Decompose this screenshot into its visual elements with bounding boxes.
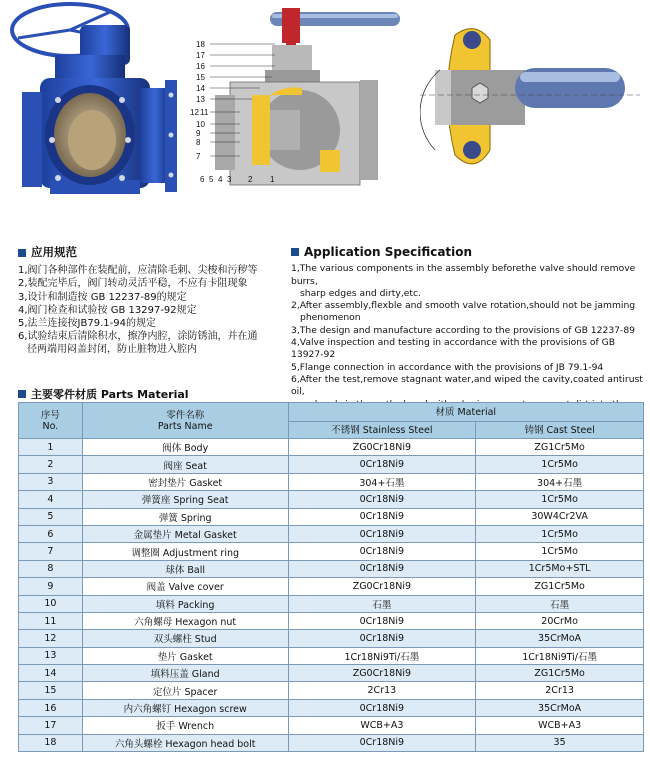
header-name-cn: 零件名称 xyxy=(166,409,205,421)
valve-photo xyxy=(0,0,190,205)
spec-cn-line: 3,设计和制造按 GB 12237-89的规定 xyxy=(18,291,187,303)
cell-cast: 1Cr5Mo xyxy=(476,543,644,560)
cell-stainless: 石墨 xyxy=(288,595,476,612)
cell-name: 扳手 Wrench xyxy=(82,717,288,734)
cell-no: 12 xyxy=(19,630,83,647)
cell-stainless: ZG0Cr18Ni9 xyxy=(288,439,476,456)
bullet-square-icon xyxy=(291,248,299,256)
spec-en-line: 2,After assembly,flexble and smooth valve rotation,should not be jamming xyxy=(291,300,636,312)
spec-en-line: 4,Valve inspection and testing in accordance with the provisions of GB 13927-92 xyxy=(291,337,616,361)
cell-cast: 1Cr5Mo xyxy=(476,525,644,542)
spec-cn-title: 应用规范 xyxy=(31,245,77,259)
cell-no: 3 xyxy=(19,473,83,490)
cell-stainless: 0Cr18Ni9 xyxy=(288,525,476,542)
table-row xyxy=(19,543,644,560)
cell-no: 4 xyxy=(19,491,83,508)
cell-name: 调整圈 Adjustment ring xyxy=(82,543,288,560)
cell-cast: 30W4Cr2VA xyxy=(476,508,644,525)
spec-en-line: 1,The various components in the assembly beforethe valve should remove burrs, xyxy=(291,263,636,287)
cell-name: 金属垫片 Metal Gasket xyxy=(82,525,288,542)
cell-no: 14 xyxy=(19,665,83,682)
cell-cast: 2Cr13 xyxy=(476,682,644,699)
cell-name: 六角螺母 Hexagon nut xyxy=(82,612,288,629)
cell-stainless: 0Cr18Ni9 xyxy=(288,491,476,508)
header-no-en: No. xyxy=(42,420,59,432)
cell-cast: 304+石墨 xyxy=(476,473,644,490)
cell-no: 15 xyxy=(19,682,83,699)
cell-name: 球体 Ball xyxy=(82,560,288,577)
callout-label: 2 xyxy=(248,175,253,184)
spec-cn-line: 4,阀门检查和试验按 GB 13297-92规定 xyxy=(18,304,197,316)
callout-label: 14 xyxy=(196,84,205,93)
table-row xyxy=(19,560,644,577)
table-row xyxy=(19,630,644,647)
table-row xyxy=(19,647,644,664)
callout-label: 11 xyxy=(200,108,209,117)
table-row xyxy=(19,439,644,456)
parts-table xyxy=(18,402,644,752)
cell-name: 阀座 Seat xyxy=(82,456,288,473)
bullet-square-icon xyxy=(18,390,26,398)
callout-label: 17 xyxy=(196,51,205,60)
cell-no: 8 xyxy=(19,560,83,577)
cell-cast: 石墨 xyxy=(476,595,644,612)
cell-cast: 35CrMoA xyxy=(476,630,644,647)
cell-name: 阀体 Body xyxy=(82,439,288,456)
cell-stainless: 0Cr18Ni9 xyxy=(288,508,476,525)
cell-name: 填料 Packing xyxy=(82,595,288,612)
cross-section-diagram xyxy=(190,0,410,195)
table-row xyxy=(19,595,644,612)
callout-label: 12 xyxy=(190,108,199,117)
callout-label: 3 xyxy=(227,175,232,184)
cell-no: 10 xyxy=(19,595,83,612)
spec-en xyxy=(291,246,647,423)
cell-cast: 1Cr18Ni9Ti/石墨 xyxy=(476,647,644,664)
cell-stainless: 0Cr18Ni9 xyxy=(288,612,476,629)
cell-name: 填料压盖 Gland xyxy=(82,665,288,682)
cell-name: 密封垫片 Gasket xyxy=(82,473,288,490)
parts-title: 主要零件材质 Parts Material xyxy=(31,388,189,401)
table-row xyxy=(19,508,644,525)
cell-cast: WCB+A3 xyxy=(476,717,644,734)
cell-stainless: 0Cr18Ni9 xyxy=(288,543,476,560)
cell-cast: 35CrMoA xyxy=(476,699,644,716)
callout-label: 10 xyxy=(196,120,205,129)
table-row xyxy=(19,717,644,734)
spec-en-line: sharp edges and dirty,etc. xyxy=(300,287,421,299)
header-material: 材质 Material xyxy=(288,403,643,422)
table-row xyxy=(19,491,644,508)
spec-cn-line: 6,试验结束后清除积水，擦净内腔，涂防锈油，并在通 xyxy=(18,331,258,343)
table-row xyxy=(19,699,644,716)
cell-cast: ZG1Cr5Mo xyxy=(476,578,644,595)
cell-no: 6 xyxy=(19,525,83,542)
spec-en-title: Application Specification xyxy=(304,245,473,259)
spec-en-line: phenomenon xyxy=(300,312,361,324)
callout-label: 5 xyxy=(209,175,214,184)
bullet-square-icon xyxy=(18,249,26,257)
cell-no: 11 xyxy=(19,612,83,629)
cell-name: 弹簧 Spring xyxy=(82,508,288,525)
cell-no: 17 xyxy=(19,717,83,734)
cell-stainless: 0Cr18Ni9 xyxy=(288,456,476,473)
product-figures xyxy=(0,0,650,240)
header-no xyxy=(19,403,83,439)
cell-cast: 1Cr5Mo xyxy=(476,456,644,473)
cell-stainless: 1Cr18Ni9Ti/石墨 xyxy=(288,647,476,664)
cell-stainless: 0Cr18Ni9 xyxy=(288,699,476,716)
top-view-diagram xyxy=(420,10,645,185)
table-row xyxy=(19,525,644,542)
callout-label: 1 xyxy=(270,175,275,184)
cell-stainless: 0Cr18Ni9 xyxy=(288,734,476,751)
cell-cast: 20CrMo xyxy=(476,612,644,629)
cell-no: 16 xyxy=(19,699,83,716)
table-row xyxy=(19,682,644,699)
callout-label: 16 xyxy=(196,62,205,71)
table-row xyxy=(19,612,644,629)
spec-cn-line: 径两端用闷盖封闭，防止脏物进入腔内 xyxy=(27,344,197,356)
cell-no: 2 xyxy=(19,456,83,473)
cell-cast: 35 xyxy=(476,734,644,751)
callout-label: 13 xyxy=(196,95,205,104)
cell-name: 垫片 Gasket xyxy=(82,647,288,664)
cell-stainless: 2Cr13 xyxy=(288,682,476,699)
cell-cast: ZG1Cr5Mo xyxy=(476,665,644,682)
cell-name: 内六角螺钉 Hexagon screw xyxy=(82,699,288,716)
cell-stainless: 304+石墨 xyxy=(288,473,476,490)
cell-no: 9 xyxy=(19,578,83,595)
spec-cn-line: 2,装配完毕后，阀门转动灵活平稳，不应有卡阻现象 xyxy=(18,278,248,290)
cell-no: 7 xyxy=(19,543,83,560)
table-row xyxy=(19,456,644,473)
spec-en-line: 3,The design and manufacture according to the provisions of GB 12237-89 xyxy=(291,324,636,336)
callout-label: 7 xyxy=(196,152,201,161)
cell-name: 定位片 Spacer xyxy=(82,682,288,699)
callout-label: 9 xyxy=(196,129,201,138)
callout-label: 18 xyxy=(196,40,205,49)
cell-name: 六角头螺栓 Hexagon head bolt xyxy=(82,734,288,751)
table-row xyxy=(19,665,644,682)
cell-stainless: ZG0Cr18Ni9 xyxy=(288,578,476,595)
table-row xyxy=(19,734,644,751)
table-row xyxy=(19,578,644,595)
header-name-en: Parts Name xyxy=(157,420,213,432)
header-no-cn: 序号 xyxy=(40,409,60,421)
spec-cn xyxy=(18,246,288,357)
header-stainless: 不锈钢 Stainless Steel xyxy=(288,422,476,439)
header-cast: 铸钢 Cast Steel xyxy=(476,422,644,439)
cell-cast: 1Cr5Mo+STL xyxy=(476,560,644,577)
cell-name: 阀盖 Valve cover xyxy=(82,578,288,595)
callout-label: 15 xyxy=(196,73,205,82)
parts-section-title xyxy=(18,386,189,402)
spec-cn-line: 5,法兰连接按JB79.1-94的规定 xyxy=(18,318,156,330)
parts-table-body xyxy=(19,439,644,752)
cell-no: 13 xyxy=(19,647,83,664)
cell-stainless: 0Cr18Ni9 xyxy=(288,630,476,647)
spec-en-line: 6,After the test,remove stagnant water,and wiped the cavity,coated antirust oil, xyxy=(291,373,643,398)
callout-label: 8 xyxy=(196,138,201,147)
callout-label: 4 xyxy=(218,175,223,184)
cell-stainless: 0Cr18Ni9 xyxy=(288,560,476,577)
cell-no: 1 xyxy=(19,439,83,456)
cell-stainless: WCB+A3 xyxy=(288,717,476,734)
spec-cn-line: 1,阀门各种部件在装配前，应清除毛刺、尖梭和污秽等 xyxy=(18,265,258,277)
cell-cast: ZG1Cr5Mo xyxy=(476,439,644,456)
spec-en-line: 5,Flange connection in accordance with the provisions of JB 79.1-94 xyxy=(291,361,604,373)
header-name xyxy=(82,403,288,439)
callout-label: 6 xyxy=(200,175,205,184)
cell-stainless: ZG0Cr18Ni9 xyxy=(288,665,476,682)
cell-name: 弹簧座 Spring Seat xyxy=(82,491,288,508)
cell-no: 18 xyxy=(19,734,83,751)
cell-cast: 1Cr5Mo xyxy=(476,491,644,508)
table-row xyxy=(19,473,644,490)
cell-name: 双头螺柱 Stud xyxy=(82,630,288,647)
cell-no: 5 xyxy=(19,508,83,525)
